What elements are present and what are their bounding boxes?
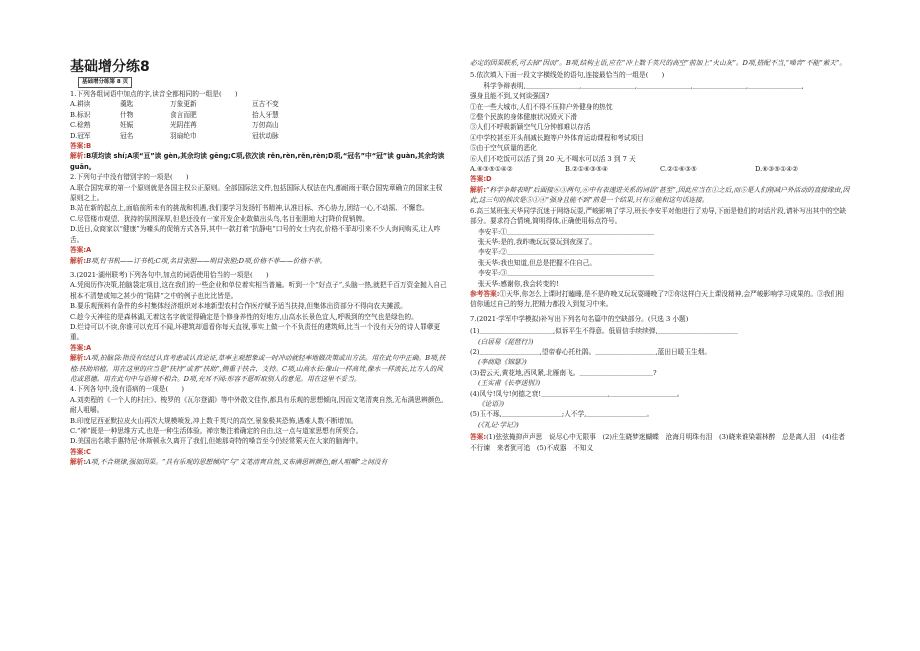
q5-option-b: B.②①⑥③⑤④ bbox=[565, 165, 609, 174]
q2-option-a: A.联合国宪章的第一个原则就是各国主权公正原则。全部国际法文件,包括国际人权法在内,都耐雨于联合国宪章确立的国家主权原则之上。 bbox=[70, 183, 443, 203]
q7-item-5: (5)玉不琢,＿＿＿＿＿＿＿＿＿;人不学,＿＿＿＿＿＿＿＿＿。 bbox=[470, 410, 654, 419]
q5-explanation bbox=[470, 185, 850, 206]
q1-a-3: 万象更新 bbox=[170, 100, 197, 109]
q1-a-1: A.耕读 bbox=[70, 100, 91, 109]
q5-item-4: ④中学校甚至开头削减长跑等户外体育运动课程和考试项目 bbox=[470, 133, 644, 142]
q3-option-a: A.凭阅历作决策,拍脑袋定项目,这在我们的一些企业和单位着实相当普遍。听到一个“好点子”,头脑一热,就把千百万资金抛入自己根本不清楚或知之甚少的“陷阱”之中的例子也比比皆是。 bbox=[70, 281, 447, 300]
q6-answer-label: 参考答案: bbox=[470, 289, 500, 298]
q4-option-b: B.印度尼西亚默拉皮火山再次大规模喷发,冲上数千英尺的高空,景象极其恐怖,遇难人数不断增加。 bbox=[70, 416, 358, 425]
q4-exp-label: 解析: bbox=[70, 458, 87, 467]
q5-stem: 5.依次填入下面一段文字横线处的语句,连接最恰当的一组是( ) bbox=[470, 71, 665, 80]
q5-item-6: ⑥人们不吃饭可以活了到 20 天,不喝水可以活 3 到 7 天 bbox=[470, 154, 636, 163]
q4-answer: 答案:C bbox=[70, 447, 91, 456]
q6-line-2: 张天华:是的,我昨晚玩玩耍玩到夜深了。 bbox=[478, 237, 597, 246]
q1-row-b bbox=[70, 110, 448, 120]
q5-answer: 答案:D bbox=[470, 175, 492, 184]
q5-exp-label: 解析: bbox=[470, 185, 487, 194]
q1-stem: 1.下列各组词语中加点的字,读音全都相同的一组是( ) bbox=[70, 90, 238, 98]
q3-explanation bbox=[70, 353, 448, 384]
q1-d-3: 羽扇纶巾 bbox=[170, 131, 197, 140]
q1-c-3: 光阴荏苒 bbox=[170, 121, 197, 130]
q4-exp-body: A项,不合规律,强加因果。“具有乐观的思想倾向”与“文笔清爽自然,又布满思辨颜色,耐人咀嚼”之间没有 bbox=[86, 458, 388, 467]
q3-option-c: C.趁今天神往的是森林湖,无着这名字就觉得确定是个修身养性的好地方,山高水长景色宜人,呼吸到的空气也是绿色的。 bbox=[70, 312, 418, 321]
q2-exp-body: B项,钉书机——订书机;C项,名目张胆——明目张胆;D项,价格不菲——价格不菲。 bbox=[86, 256, 327, 265]
q4-option-a: A.刘奕程的《一个人的村庄》、梭罗的《瓦尔登湖》等中外散文佳作,都具有乐观的思想倾向,因而文笔清爽自然,无布满思辨颜色,耐人咀嚼。 bbox=[70, 395, 444, 415]
q6-line-1: 李安平:①＿＿＿＿＿＿＿＿＿＿＿＿＿＿＿＿＿＿＿＿＿＿ bbox=[478, 227, 655, 236]
q1-row-c bbox=[70, 120, 448, 130]
q6-line-5: 李安平:③＿＿＿＿＿＿＿＿＿＿＿＿＿＿＿＿＿＿＿＿＿＿ bbox=[478, 269, 655, 278]
q1-explanation bbox=[70, 151, 448, 172]
q1-c-1: C.稔熟 bbox=[70, 121, 91, 130]
q5-option-c: C.②①⑥③⑤ bbox=[660, 165, 697, 174]
q1-d-2: 冠名 bbox=[120, 131, 134, 140]
q1-answer: 答案:B bbox=[70, 142, 92, 151]
right-column bbox=[470, 0, 850, 453]
q5-passage-line1: 科学争辩表明,＿＿＿＿＿＿＿＿,＿＿＿＿＿＿＿＿,＿＿＿＿＿＿＿＿,＿＿＿＿＿＿＿＿,＿＿＿＿＿＿＿＿, bbox=[470, 81, 804, 90]
q2-answer: 答案:A bbox=[70, 246, 92, 255]
q5-passage-line2: 强身且能不到,又何谈强国? bbox=[470, 92, 550, 101]
q1-d-4: 冠状动脉 bbox=[252, 131, 279, 140]
q3-stem: 3.(2021·湖州联考)下列各句中,加点的词语使用恰当的一项是( ) bbox=[70, 270, 269, 279]
q7-source-3: (王实甫《长亭送别》) bbox=[478, 379, 541, 388]
q7-stem: 7.(2021·学军中学模拟)补写出下列名句名篇中的空缺部分。(只选 3 小题) bbox=[470, 314, 689, 323]
q2-explanation bbox=[70, 256, 448, 266]
q5-options bbox=[470, 164, 850, 174]
q6-line-3: 李安平:②＿＿＿＿＿＿＿＿＿＿＿＿＿＿＿＿＿＿＿＿＿＿ bbox=[478, 248, 655, 257]
q7-answer bbox=[470, 432, 850, 453]
q7-item-2: (2)＿＿＿＿＿＿＿＿＿,望帝春心托杜鹃。＿＿＿＿＿＿＿＿＿,蓝田日暖玉生烟。 bbox=[470, 347, 712, 356]
q5-item-3: ③人们不呼吸新颖空气几分钟都难以存活 bbox=[470, 123, 591, 132]
q2-option-b: B.站在新的起点上,面临前所未有的挑战和机遇,我们要学习发扬钉书精神,认准目标、齐心协力,团结一心,不动摇、不懈怠。 bbox=[70, 204, 429, 213]
q1-b-3: 食言而肥 bbox=[170, 110, 197, 119]
q6-line-6: 张天华:感谢你,我会转变的! bbox=[478, 279, 559, 288]
left-column bbox=[70, 0, 448, 468]
q6-answer-body: ①天华,你怎么上课时打瞌睡,是不是昨晚又玩玩耍睡晚了?②你这样白天上课没精神,会严峻影响学习成果的。③我们相信你通过自己的努力,把精力都投入到复习中来。 bbox=[470, 289, 844, 309]
q4-stem: 4.下列各句中,没有语病的一项是( ) bbox=[70, 385, 185, 394]
q2-exp-label: 解析: bbox=[70, 256, 87, 265]
q1-a-4: 亘古不变 bbox=[252, 100, 279, 109]
q4-option-c: C.“禅”既是一种思维方式,也是一种生活体验。禅宗集注着确定的自由,这一点与道家思想有所契合。 bbox=[70, 427, 363, 435]
q5-option-d: D.⑥③⑤①④② bbox=[755, 165, 799, 174]
q3-option-d: D.烂诗可以不读,你谁可以充耳不闻,坏建筑却遥看你每天直视,事实上做一个不负责任的建筑师,比当一个没有天分的诗人罪孽更重。 bbox=[70, 322, 441, 342]
q3-answer: 答案:A bbox=[70, 343, 92, 352]
q1-exp-body: B项均读 shí;A项“亘”读 gèn,其余均读 gēng;C项,依次读 rěn,rèn,rěn,rèn;D项,“冠名”中“冠”读 guàn,其余均读 guān。 bbox=[70, 152, 445, 171]
q7-source-4: 《论语》) bbox=[478, 400, 505, 408]
q4-exp-cont-body: 必定的因果联系,可去掉“因而”。B项,结构主语,应在“冲上数千英尺的高空”前加上“火山灰”。D项,搭配不当,“嗓音”不能“萦天”。 bbox=[470, 59, 847, 67]
q7-item-1: (1)＿＿＿＿＿＿＿＿＿＿＿,似诉平生不得意。低眉信手续续弹,＿＿＿＿＿＿＿＿＿＿＿＿ bbox=[470, 327, 738, 336]
q1-b-1: B.标识 bbox=[70, 110, 91, 119]
q4-option-d: D.美国出名歌手惠特尼·休斯顿永久离开了我们,但她那奇特的嗓音至今仍经常萦天在大家的脑海中。 bbox=[70, 437, 363, 446]
q6-line-4: 张天华:我也知道,但总是把握不住自己。 bbox=[478, 258, 597, 267]
q6-answer bbox=[470, 289, 850, 310]
q7-answer-label: 答案: bbox=[470, 433, 487, 442]
q1-a-2: 羹匙 bbox=[120, 100, 134, 109]
q1-row-a bbox=[70, 99, 448, 109]
q2-option-d: D.近日,众商家以“健康”为噱头的促销方式各异,其中一款打着“抗静电”口号的女士内衣,价格不菲却引来不少人询问购买,让人咋舌。 bbox=[70, 225, 441, 244]
q3-exp-body: A项,拍脑袋:指没有经过认真考虑或认真论证,草率主观想象或一时冲动就轻率地做决策或出方法。用在此句中正确。B项,扶植:扶助培植。用在这里的应当是“扶持”或者“扶助”,侧重于扶合、支持。C项,山高水长:像山一样高耸,像水一样流长,比方人的风范或恩德。用在此句中与语境不相合。D项,充耳不闻:形容不愿听取别人的意见。用在这里不妥当。 bbox=[70, 354, 446, 383]
q1-exp-label: 解析: bbox=[70, 152, 87, 161]
q7-source-2: (李商隐《锦瑟》) bbox=[478, 358, 527, 367]
q5-option-a: A.⑥③⑤①④② bbox=[470, 165, 513, 174]
q3-exp-label: 解析: bbox=[70, 354, 87, 363]
q7-item-3: (3)碧云天,黄花地,西风紧,北雁南飞。＿＿＿＿＿＿＿＿＿＿＿? bbox=[470, 368, 657, 377]
q1-d-1: D.冠军 bbox=[70, 131, 91, 140]
page-subtitle: 基础增分练第 8 页 bbox=[78, 77, 132, 88]
q5-exp-body: “科学争辩表明”后面接⑥③两句,⑥中有表递进关系的词语“甚至”,因此应当在①之后,而⑤是人们削减户外活动的直接缘由,因此,这三句的挨次是⑤①④“强身且能不到”前是一个结果,只有②能和这句话连接。 bbox=[470, 185, 850, 205]
q6-stem: 6.高三某班张天华同学沉迷于网络玩耍,严峻影响了学习,班长李安平对他进行了劝导,下面是他们的对话片段,请补写出其中的空缺部分。要求符合情境,简明得体,正确使用标点符号。 bbox=[470, 206, 847, 226]
q4-explanation-continued bbox=[470, 58, 850, 68]
q1-c-4: 万仞高山 bbox=[252, 121, 279, 130]
q2-stem: 2.下列句子中没有错别字的一项是( ) bbox=[70, 173, 189, 182]
q1-b-2: 什物 bbox=[120, 110, 134, 119]
q5-item-5: ⑤由于空气质量的恶化 bbox=[470, 144, 537, 153]
q7-source-1: (白居易《琵琶行》) bbox=[478, 337, 534, 346]
q1-c-2: 妊娠 bbox=[120, 121, 134, 130]
q1-b-4: 拾人牙慧 bbox=[252, 110, 279, 119]
q2-option-c: C.尽管楼市观望、犹持的氛围深厚,但是还没有一家开发企业敢做出头鸟,名目张胆地大打降价促销牌。 bbox=[70, 214, 369, 223]
q4-explanation bbox=[70, 457, 448, 467]
q5-item-1: ①在一些大城市,人们不得不压抑户外健身的热忱 bbox=[470, 102, 613, 111]
q7-item-4: (4)风兮!凤兮!何德之衰!＿＿＿＿＿＿＿＿＿＿,＿＿＿＿＿＿＿＿＿＿。 bbox=[470, 389, 684, 398]
q7-answer-body: (1)弦弦掩抑声声思 说尽心中无限事 (2)庄生晓梦迷蝴蝶 沧海月明珠有泪 (3)晓来谁染霜林醉 总是离人泪 (4)往者不行谏 来者犹可追 (5)不成器 不知义 bbox=[470, 433, 845, 452]
q1-row-d bbox=[70, 131, 448, 141]
q7-source-5: (《礼记·学记》) bbox=[478, 420, 519, 429]
q5-item-2: ②整个民族的身体健康状况毁灭下滑 bbox=[470, 113, 577, 122]
page-title: 基础增分练8 bbox=[70, 59, 150, 75]
q3-option-b: B.要乐观预料有条件的乡村集体经济组织对本地新型农村合作医疗赋予适当扶持,但集体出资部分不得向农夫摊派。 bbox=[70, 302, 407, 311]
